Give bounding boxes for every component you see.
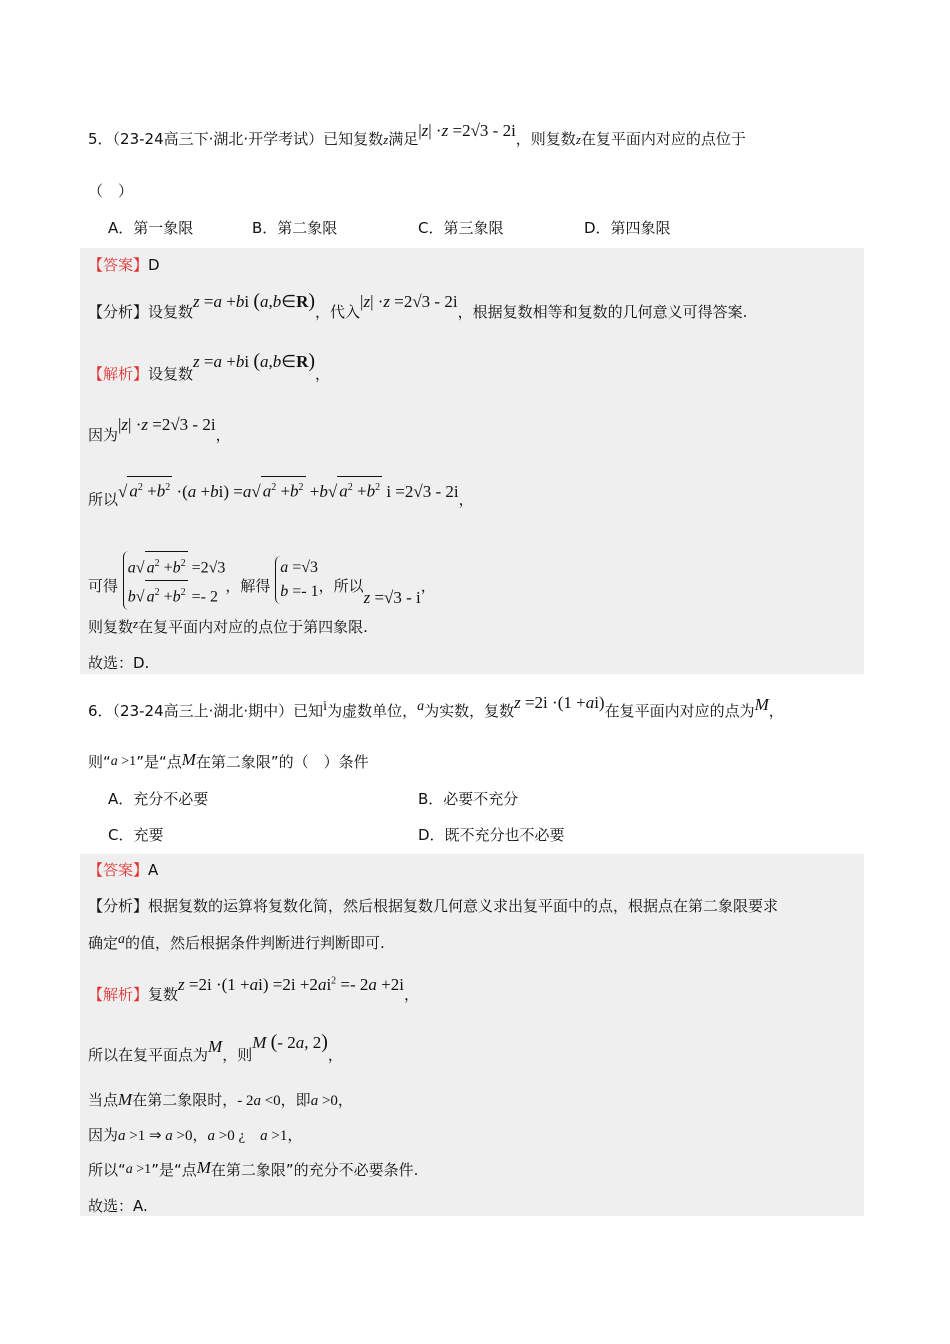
q5-option-a: A．第一象限 [108, 219, 194, 237]
q6-so: 所以“a >1”是“点M在第二象限”的充分不必要条件. [88, 1158, 419, 1179]
q5-conclusion: 则复数z在复平面内对应的点位于第四象限. [88, 616, 368, 636]
q6-point: 所以在复平面点为M，则M (- 2a, 2)， [88, 1031, 343, 1064]
q5-paren: （ ） [88, 182, 134, 200]
q6-option-d: D．既不充分也不必要 [418, 826, 565, 844]
q6-condition: 则“a >1”是“点M在第二象限”的（ ）条件 [88, 750, 369, 771]
q6-option-c: C．充要 [108, 826, 164, 844]
q6-solution: 【解析】复数$z =2i \cdot(1 +ai) =2i +2ai^2 =- 2a +2i$， [88, 974, 419, 1004]
q6-answer: 【答案】A [88, 861, 159, 879]
q5-answer: 【答案】D [88, 256, 160, 274]
q6-because: 因为a >1 ⇒ a >0，a >0 ¿ a >1， [88, 1126, 303, 1144]
q6-when: 当点M在第二象限时，- 2a <0，即a >0， [88, 1090, 353, 1109]
q5-option-d: D．第四象限 [584, 219, 671, 237]
q6-analysis: 【分析】根据复数的运算将复数化简，然后根据复数几何意义求出复平面中的点，根据点在第二象限要求 [88, 897, 779, 915]
q5-option-b: B．第二象限 [252, 219, 338, 237]
q6-stem: 6．（23-24高三上·湖北·期中）已知i为虚数单位，a为实数，复数z =2i ·(1 +ai)在复平面内对应的点为M， [88, 693, 784, 720]
q5-choose: 故选：D. [88, 654, 150, 672]
q5-solution: 【解析】设复数z =a +bi (a,b∈R)， [88, 350, 331, 383]
q6-choose: 故选：A. [88, 1197, 148, 1215]
q5-option-c: C．第三象限 [418, 219, 504, 237]
q5-because: 因为|z| ·z =2√3 - 2i， [88, 415, 231, 444]
q6-option-b: B．必要不充分 [418, 790, 519, 808]
q5-so: 所以√ $a^2 +b^2 \cdot(a +bi) =a√$ $a^2 +b^2 +b√$ $a^2 +b^2$ i =2√3 - 2i， [88, 484, 864, 511]
q6-option-a: A．充分不必要 [108, 790, 209, 808]
q5-stem: 5．（23-24高三下·湖北·开学考试）已知复数z满足|z| ·z =2√3 - 2i，则复数z在复平面内对应的点位于 [88, 121, 746, 148]
q6-analysis-line2: 确定a的值，然后根据条件判断进行判断即可. [88, 932, 385, 952]
q5-analysis: 【分析】设复数z =a +bi (a,b∈R)，代入|z| ·z =2√3 - 2i，根据复数相等和复数的几何意义可得答案. [88, 290, 748, 321]
q5-can: 可得 a√ $a^2 +b^2 =2√3$ b√ $a^2 +b^2 =- 2$ ，解得 a =√3 b =- 1 ，所以z =√3 - i， [88, 557, 864, 616]
